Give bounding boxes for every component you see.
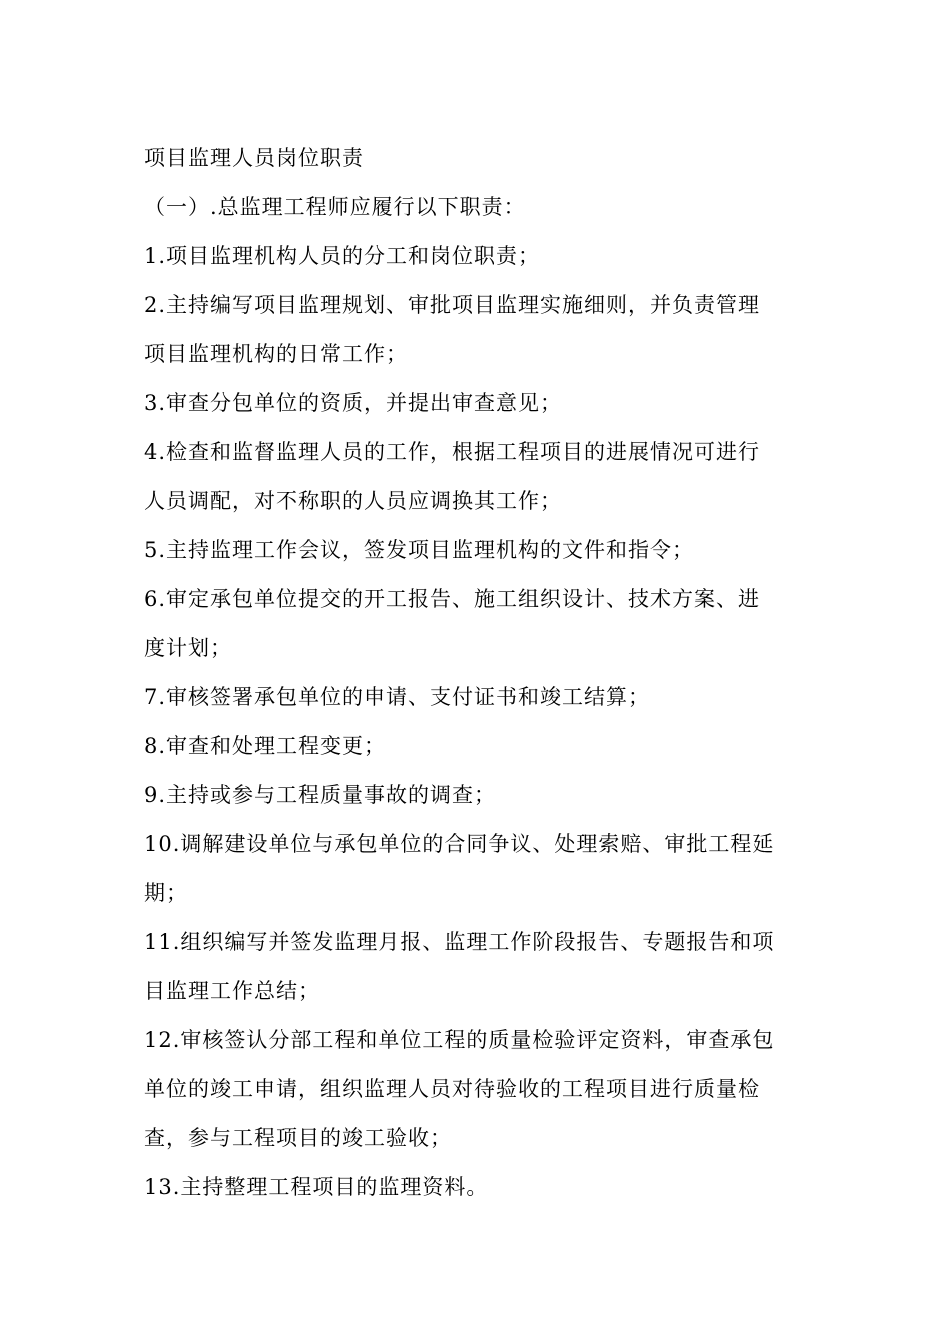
text-line: 1.项目监理机构人员的分工和岗位职责； bbox=[144, 244, 541, 268]
text-line: 度计划； bbox=[144, 636, 232, 660]
text-line: 查，参与工程项目的竣工验收； bbox=[144, 1126, 452, 1150]
text-line: 4.检查和监督监理人员的工作，根据工程项目的进展情况可进行 bbox=[144, 440, 761, 464]
text-line: 9.主持或参与工程质量事故的调查； bbox=[144, 783, 497, 807]
text-line: 目监理工作总结； bbox=[144, 979, 320, 1003]
text-line: 3.审查分包单位的资质，并提出审查意见； bbox=[144, 391, 563, 415]
text-line: 10.调解建设单位与承包单位的合同争议、处理索赔、审批工程延 bbox=[144, 832, 775, 856]
document-title: 项目监理人员岗位职责 bbox=[144, 146, 364, 170]
document-body bbox=[144, 134, 812, 1212]
text-line: 项目监理机构的日常工作； bbox=[144, 342, 408, 366]
text-line: 5.主持监理工作会议，签发项目监理机构的文件和指令； bbox=[144, 538, 695, 562]
text-line: 人员调配，对不称职的人员应调换其工作； bbox=[144, 489, 562, 513]
text-line: 7.审核签署承包单位的申请、支付证书和竣工结算； bbox=[144, 685, 651, 709]
text-line: 11.组织编写并签发监理月报、监理工作阶段报告、专题报告和项 bbox=[144, 930, 775, 954]
text-line: 6.审定承包单位提交的开工报告、施工组织设计、技术方案、进 bbox=[144, 587, 761, 611]
text-line: 期； bbox=[144, 881, 188, 905]
text-line: 12.审核签认分部工程和单位工程的质量检验评定资料，审查承包 bbox=[144, 1028, 775, 1052]
section-heading: （一）.总监理工程师应履行以下职责： bbox=[144, 195, 526, 219]
text-line: 2.主持编写项目监理规划、审批项目监理实施细则，并负责管理 bbox=[144, 293, 761, 317]
text-line: 8.审查和处理工程变更； bbox=[144, 734, 387, 758]
text-line: 13.主持整理工程项目的监理资料。 bbox=[144, 1175, 489, 1199]
text-line: 单位的竣工申请，组织监理人员对待验收的工程项目进行质量检 bbox=[144, 1077, 760, 1101]
